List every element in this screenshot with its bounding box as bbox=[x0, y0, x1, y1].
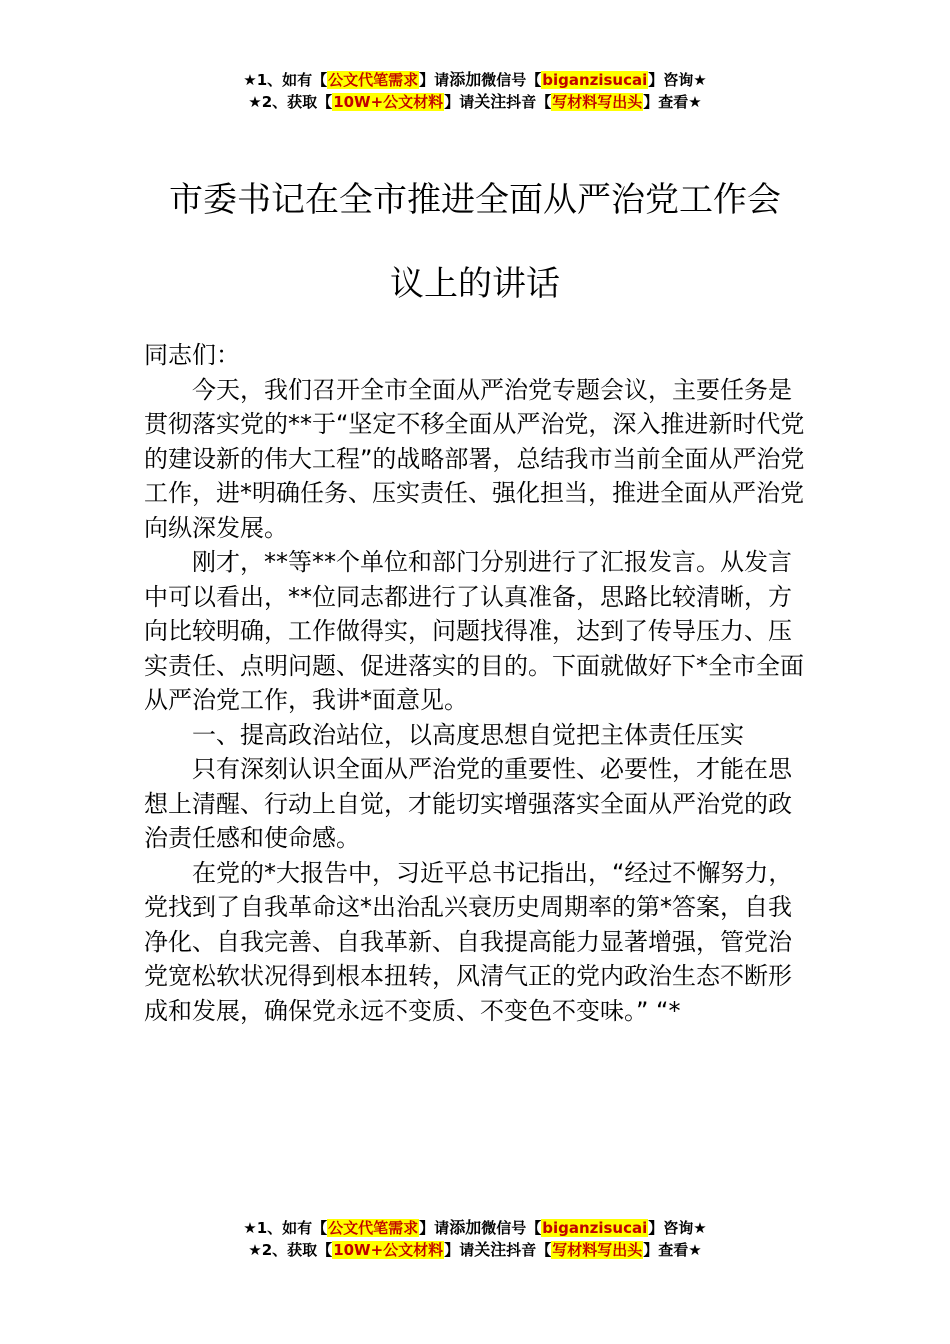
title-line-2: 议上的讲话 bbox=[390, 264, 560, 304]
salutation: 同志们： bbox=[144, 341, 240, 369]
paragraph: 刚才，**等**个单位和部门分别进行了汇报发言。从发言中可以看出，**位同志都进行了认真准备，思路比较清晰，方向比较明确，工作做得实，问题找得准，达到了传导压力、压实责任、点明问题、促进落实的目的。下面就做好下*全市全面从严治党工作，我讲*面意见。 bbox=[144, 548, 804, 714]
banner-text: 微信号【 bbox=[481, 71, 542, 89]
footer-banner-line-1 bbox=[0, 1217, 950, 1239]
banner-douyin-account: 写材料写出头 bbox=[552, 1241, 643, 1259]
banner-highlight: 10W+公文材料 bbox=[333, 1241, 444, 1259]
banner-douyin-account: 写材料写出头 bbox=[552, 93, 643, 111]
banner-text: ★2、获取【 bbox=[248, 93, 333, 111]
banner-text: 抖音【 bbox=[506, 93, 552, 111]
banner-wechat-id: biganzisucai bbox=[542, 71, 648, 89]
banner-highlight: 10W+公文材料 bbox=[333, 93, 444, 111]
banner-text: 】查看★ bbox=[643, 1241, 702, 1259]
banner-text: ★1、如有【 bbox=[243, 1219, 328, 1237]
banner-text: 】请 bbox=[419, 1219, 450, 1237]
banner-highlight: 公文代笔需求 bbox=[328, 1219, 419, 1237]
banner-text: ★1、如有【 bbox=[243, 71, 328, 89]
paragraph: 在党的*大报告中，习近平总书记指出，“经过不懈努力，党找到了自我革命这*出治乱兴衰历史周期率的第*答案，自我净化、自我完善、自我革新、自我提高能力显著增强，管党治党宽松软状况得到根本扭转，风清气正的党内政治生态不断形成和发展，确保党永远不变质、不变色不变味。” “* bbox=[144, 858, 793, 1025]
header-banner-line-2 bbox=[0, 91, 950, 113]
document-title bbox=[0, 158, 950, 326]
banner-keyword: 添加 bbox=[449, 1218, 482, 1237]
banner-text: 】查看★ bbox=[643, 93, 702, 111]
banner-highlight: 公文代笔需求 bbox=[328, 71, 419, 89]
banner-text: 】请 bbox=[419, 71, 450, 89]
banner-keyword: 关注 bbox=[474, 92, 507, 111]
banner-keyword: 关注 bbox=[474, 1240, 507, 1259]
footer-banner bbox=[0, 1217, 950, 1261]
section-heading: 一、提高政治站位，以高度思想自觉把主体责任压实 bbox=[192, 720, 744, 749]
banner-text: 微信号【 bbox=[481, 1219, 542, 1237]
banner-text: 】咨询★ bbox=[648, 1219, 707, 1237]
banner-text: 】请 bbox=[444, 1241, 475, 1259]
banner-text: ★2、获取【 bbox=[248, 1241, 333, 1259]
paragraph: 今天，我们召开全市全面从严治党专题会议，主要任务是贯彻落实党的**于“坚定不移全面从严治党，深入推进新时代党的建设新的伟大工程”的战略部署，总结我市当前全面从严治党工作，进*明确任务、压实责任、强化担当，推进全面从严治党向纵深发展。 bbox=[144, 375, 805, 542]
footer-banner-line-2 bbox=[0, 1239, 950, 1261]
banner-wechat-id: biganzisucai bbox=[542, 1219, 648, 1237]
header-banner bbox=[0, 69, 950, 113]
banner-text: 抖音【 bbox=[506, 1241, 552, 1259]
banner-text: 】咨询★ bbox=[648, 71, 707, 89]
paragraph: 只有深刻认识全面从严治党的重要性、必要性，才能在思想上清醒、行动上自觉，才能切实增强落实全面从严治党的政治责任感和使命感。 bbox=[144, 755, 792, 852]
banner-keyword: 添加 bbox=[449, 70, 482, 89]
document-body bbox=[144, 338, 810, 1028]
header-banner-line-1 bbox=[0, 69, 950, 91]
banner-text: 】请 bbox=[444, 93, 475, 111]
title-line-1: 市委书记在全市推进全面从严治党工作会 bbox=[169, 180, 781, 220]
